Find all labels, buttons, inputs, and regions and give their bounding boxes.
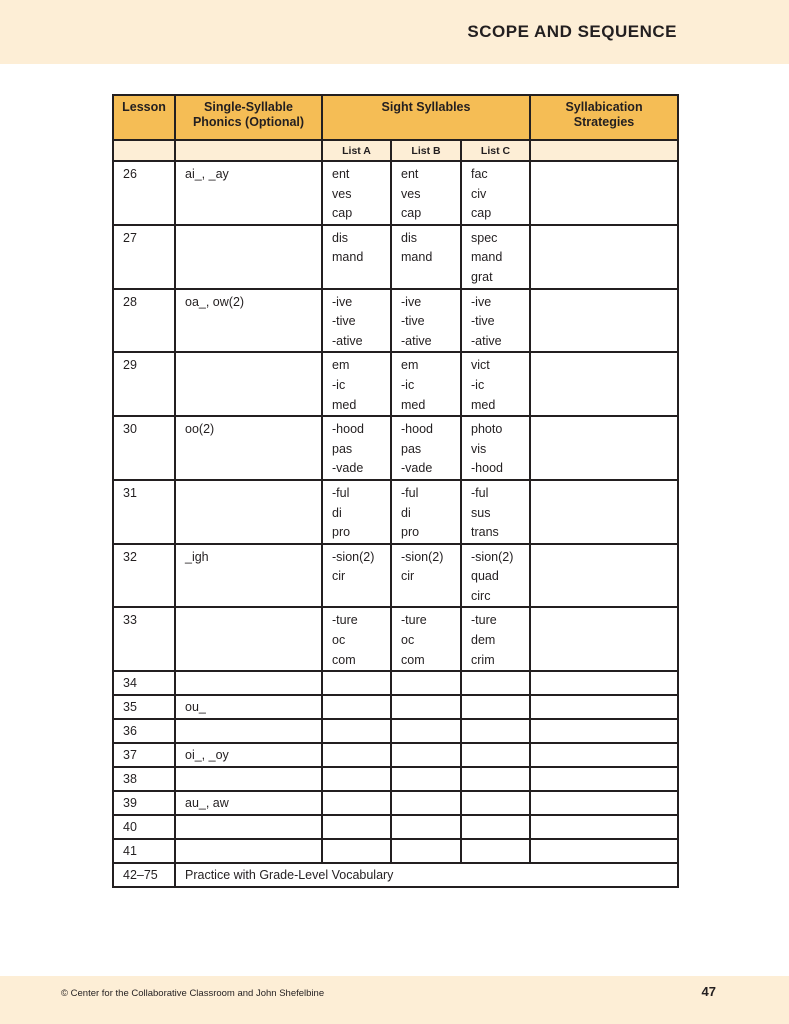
phonics-cell-text [176, 608, 321, 611]
list-a-cell-text: -ive -tive -ative [332, 294, 363, 348]
list-c-cell [461, 289, 530, 353]
list-a-cell-text: -sion(2) cir [332, 549, 375, 584]
copyright-text: © Center for the Collaborative Classroom and John Shefelbine [61, 988, 325, 999]
lesson-cell-text: 41 [123, 844, 137, 859]
strategies-cell [530, 161, 678, 225]
list-a-cell [322, 671, 391, 695]
lesson-cell-text: 42–75 [123, 868, 158, 883]
list-b-cell [391, 289, 461, 353]
lesson-cell-text: 37 [123, 748, 137, 763]
strategies-cell-text [531, 545, 677, 548]
strategies-cell [530, 289, 678, 353]
list-c-cell [461, 719, 530, 743]
lesson-cell-text: 29 [123, 358, 137, 373]
phonics-cell-text: oa_, ow(2) [185, 294, 245, 309]
table-row [113, 416, 678, 480]
list-c-cell [461, 416, 530, 480]
page-number: 47 [701, 984, 716, 999]
lesson-cell-text: 36 [123, 724, 137, 739]
list-c-cell [461, 225, 530, 289]
table-row [113, 480, 678, 544]
strategies-cell [530, 743, 678, 767]
lesson-cell [113, 225, 175, 289]
table-row [113, 767, 678, 791]
list-a-cell [322, 544, 391, 608]
list-b-cell [391, 480, 461, 544]
list-c-cell [461, 815, 530, 839]
list-b-cell-text: -sion(2) cir [401, 549, 444, 584]
lesson-cell-text: 30 [123, 422, 137, 437]
list-a-cell [322, 161, 391, 225]
strategies-cell-text [531, 162, 677, 165]
lesson-cell-text: 31 [123, 485, 137, 500]
lesson-cell [113, 544, 175, 608]
phonics-cell [175, 743, 322, 767]
lesson-cell [113, 791, 175, 815]
table-row [113, 607, 678, 671]
lesson-cell [113, 743, 175, 767]
lesson-cell [113, 607, 175, 671]
phonics-cell [175, 791, 322, 815]
lesson-cell [113, 161, 175, 225]
table-row [113, 719, 678, 743]
list-c-cell [461, 544, 530, 608]
strategies-cell [530, 480, 678, 544]
phonics-cell [175, 289, 322, 353]
phonics-cell [175, 839, 322, 863]
list-a-cell-text: -ture oc com [332, 613, 358, 667]
strategies-cell [530, 416, 678, 480]
list-c-cell [461, 791, 530, 815]
lesson-cell [113, 863, 175, 887]
list-b-cell-text: -ive -tive -ative [401, 294, 432, 348]
list-b-cell-text: ent ves cap [401, 167, 422, 221]
header-lesson: Lesson [113, 95, 175, 140]
practice-note-cell [175, 863, 678, 887]
phonics-cell-text [176, 353, 321, 356]
list-c-cell-text: -ful sus trans [471, 485, 499, 540]
phonics-cell [175, 544, 322, 608]
lesson-cell-text: 28 [123, 294, 137, 309]
list-c-cell [461, 352, 530, 416]
list-a-cell-text: dis mand [332, 230, 364, 265]
phonics-cell-text: ou_ [185, 700, 206, 715]
lesson-cell [113, 289, 175, 353]
list-b-cell [391, 695, 461, 719]
strategies-cell [530, 839, 678, 863]
list-c-cell-text: vict -ic med [471, 358, 496, 412]
strategies-cell-text [531, 290, 677, 293]
list-c-cell-text: -ive -tive -ative [471, 294, 502, 348]
list-a-cell-text: ent ves cap [332, 167, 353, 221]
subheader-empty [113, 140, 175, 161]
list-b-cell-text: -ture oc com [401, 613, 427, 667]
list-a-cell [322, 607, 391, 671]
lesson-cell [113, 671, 175, 695]
phonics-cell [175, 352, 322, 416]
phonics-cell [175, 225, 322, 289]
phonics-cell-text [176, 481, 321, 484]
list-b-cell [391, 719, 461, 743]
phonics-cell-text: oi_, _oy [185, 748, 229, 763]
list-b-cell-text: -hood pas -vade [401, 422, 433, 476]
table-row [113, 225, 678, 289]
lesson-cell-text: 32 [123, 549, 137, 564]
list-a-cell-text: -hood pas -vade [332, 422, 364, 476]
table-row [113, 791, 678, 815]
list-b-cell [391, 791, 461, 815]
strategies-cell [530, 695, 678, 719]
strategies-cell [530, 352, 678, 416]
table-row [113, 695, 678, 719]
table-row [113, 743, 678, 767]
list-a-cell [322, 839, 391, 863]
header-phonics: Single-Syllable Phonics (Optional) [175, 95, 322, 140]
list-c-cell [461, 480, 530, 544]
lesson-cell [113, 480, 175, 544]
list-b-cell [391, 607, 461, 671]
list-a-cell [322, 225, 391, 289]
strategies-cell-text [531, 353, 677, 356]
list-b-cell [391, 743, 461, 767]
phonics-cell-text: _igh [185, 549, 209, 564]
phonics-cell [175, 719, 322, 743]
subheader-empty [175, 140, 322, 161]
list-c-cell-text: -ture dem crim [471, 613, 497, 667]
list-b-cell [391, 815, 461, 839]
subheader-empty [530, 140, 678, 161]
list-a-cell [322, 695, 391, 719]
scope-sequence-table [112, 94, 679, 888]
strategies-cell [530, 671, 678, 695]
list-c-cell [461, 839, 530, 863]
list-b-cell [391, 225, 461, 289]
strategies-cell [530, 719, 678, 743]
lesson-cell [113, 719, 175, 743]
phonics-cell [175, 416, 322, 480]
table-row [113, 671, 678, 695]
phonics-cell-text [176, 226, 321, 229]
phonics-cell [175, 815, 322, 839]
list-c-cell-text: spec mand grat [471, 230, 503, 284]
list-b-cell [391, 352, 461, 416]
list-a-cell [322, 815, 391, 839]
strategies-cell-text [531, 226, 677, 229]
strategies-cell [530, 767, 678, 791]
lesson-cell [113, 815, 175, 839]
strategies-cell [530, 607, 678, 671]
table-row [113, 352, 678, 416]
list-b-cell [391, 767, 461, 791]
footer-band [0, 976, 789, 1024]
table-row [113, 544, 678, 608]
lesson-cell-text: 40 [123, 820, 137, 835]
phonics-cell [175, 480, 322, 544]
strategies-cell [530, 791, 678, 815]
lesson-cell-text: 27 [123, 230, 137, 245]
phonics-cell-text: au_, aw [185, 796, 229, 811]
list-c-cell [461, 767, 530, 791]
list-c-cell [461, 161, 530, 225]
phonics-cell [175, 161, 322, 225]
list-b-cell-text: -ful di pro [401, 485, 420, 540]
list-a-cell [322, 719, 391, 743]
list-c-cell-text: photo vis -hood [471, 422, 503, 476]
list-a-cell [322, 352, 391, 416]
strategies-cell-text [531, 481, 677, 484]
strategies-cell [530, 225, 678, 289]
lesson-cell-text: 33 [123, 613, 137, 628]
table-row [113, 839, 678, 863]
list-b-cell [391, 416, 461, 480]
lesson-cell [113, 416, 175, 480]
phonics-cell-text: ai_, _ay [185, 167, 229, 181]
table-row-final [113, 863, 678, 887]
strategies-cell [530, 544, 678, 608]
list-c-cell [461, 671, 530, 695]
lesson-cell-text: 34 [123, 676, 137, 691]
subheader-list-c: List C [461, 140, 530, 161]
phonics-cell [175, 607, 322, 671]
list-a-cell [322, 480, 391, 544]
phonics-cell-text: oo(2) [185, 422, 215, 437]
list-c-cell [461, 607, 530, 671]
subheader-list-a: List A [322, 140, 391, 161]
list-a-cell [322, 791, 391, 815]
phonics-cell [175, 695, 322, 719]
list-a-cell [322, 416, 391, 480]
list-a-cell [322, 767, 391, 791]
strategies-cell-text [531, 608, 677, 611]
practice-note-text: Practice with Grade-Level Vocabulary [185, 868, 394, 883]
header-strategies: Syllabication Strategies [530, 95, 678, 140]
list-b-cell-text: em -ic med [401, 358, 426, 412]
list-a-cell [322, 743, 391, 767]
lesson-cell-text: 39 [123, 796, 137, 811]
list-c-cell-text: -sion(2) quad circ [471, 549, 514, 603]
lesson-cell-text: 26 [123, 167, 137, 181]
list-b-cell [391, 544, 461, 608]
strategies-cell-text [531, 417, 677, 420]
lesson-cell [113, 352, 175, 416]
strategies-cell [530, 815, 678, 839]
lesson-cell [113, 767, 175, 791]
list-b-cell [391, 161, 461, 225]
table-row [113, 289, 678, 353]
lesson-cell [113, 839, 175, 863]
list-c-cell [461, 743, 530, 767]
header-sight-syllables: Sight Syllables [322, 95, 530, 140]
list-b-cell [391, 839, 461, 863]
list-b-cell [391, 671, 461, 695]
table-body [113, 161, 678, 887]
list-a-cell [322, 289, 391, 353]
list-c-cell-text: fac civ cap [471, 167, 492, 221]
list-c-cell [461, 695, 530, 719]
table-row [113, 161, 678, 225]
lesson-cell [113, 695, 175, 719]
lesson-cell-text: 38 [123, 772, 137, 787]
lesson-cell-text: 35 [123, 700, 137, 715]
subheader-list-b: List B [391, 140, 461, 161]
phonics-cell [175, 671, 322, 695]
list-a-cell-text: -ful di pro [332, 485, 351, 540]
list-a-cell-text: em -ic med [332, 358, 357, 412]
phonics-cell [175, 767, 322, 791]
list-b-cell-text: dis mand [401, 230, 433, 265]
table-row [113, 815, 678, 839]
page-title: SCOPE AND SEQUENCE [467, 22, 677, 41]
